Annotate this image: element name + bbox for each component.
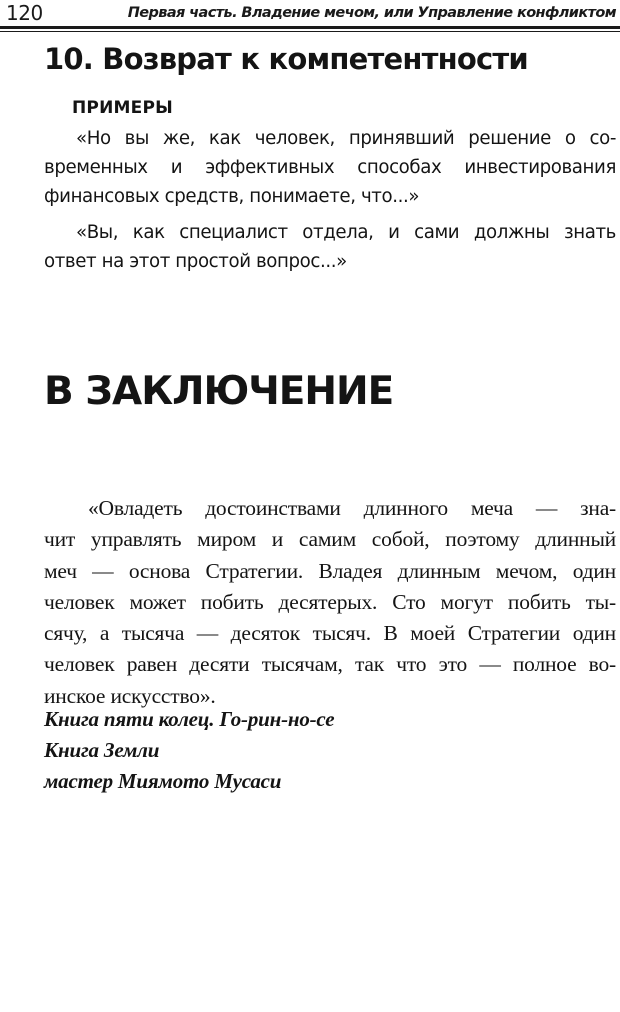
example-1-line: финансовых средств, понимаете, что...» xyxy=(44,186,420,207)
running-title: Первая часть. Владение мечом, или Управление конфликтом xyxy=(127,5,616,21)
quote-line: инское искусство». xyxy=(44,683,216,708)
attribution-book: Книга пяти колец. Го-рин-но-се xyxy=(44,707,335,731)
conclusion-heading: В ЗАКЛЮЧЕНИЕ xyxy=(44,369,394,414)
section-heading: 10. Возврат к компетентности xyxy=(44,42,528,76)
quote-line: «Овладеть достоинствами длинного меча — зна- xyxy=(88,496,616,520)
example-1-line: «Но вы же, как человек, принявший решение о со- xyxy=(76,128,616,149)
quote-line: меч — основа Стратегии. Владея длинным мечом, один xyxy=(44,558,616,583)
quote-line: человек может побить десятерых. Сто могут побить ты- xyxy=(44,589,616,614)
quote-line: сячу, а тысяча — десяток тысяч. В моей Стратегии один xyxy=(44,621,616,646)
running-header xyxy=(0,0,620,26)
attribution-author: мастер Миямото Мусаси xyxy=(44,769,282,793)
page-number: 120 xyxy=(6,1,43,25)
header-rule-thick xyxy=(0,26,620,29)
header-rule-thin xyxy=(0,31,620,32)
example-1-line: временных и эффективных способах инвестирования xyxy=(44,157,616,178)
attribution-chapter: Книга Земли xyxy=(44,738,160,762)
example-2-line: «Вы, как специалист отдела, и сами должны знать xyxy=(76,222,616,243)
example-2-line: ответ на этот простой вопрос...» xyxy=(44,251,347,272)
examples-label: ПРИМЕРЫ xyxy=(72,98,173,118)
samurai-quote xyxy=(44,493,616,712)
quote-line: человек равен десяти тысячам, так что это — полное во- xyxy=(44,652,616,677)
example-paragraph-2 xyxy=(44,218,616,276)
example-paragraph-1 xyxy=(44,124,616,211)
quote-line: чит управлять миром и самим собой, поэтому длинный xyxy=(44,527,616,552)
